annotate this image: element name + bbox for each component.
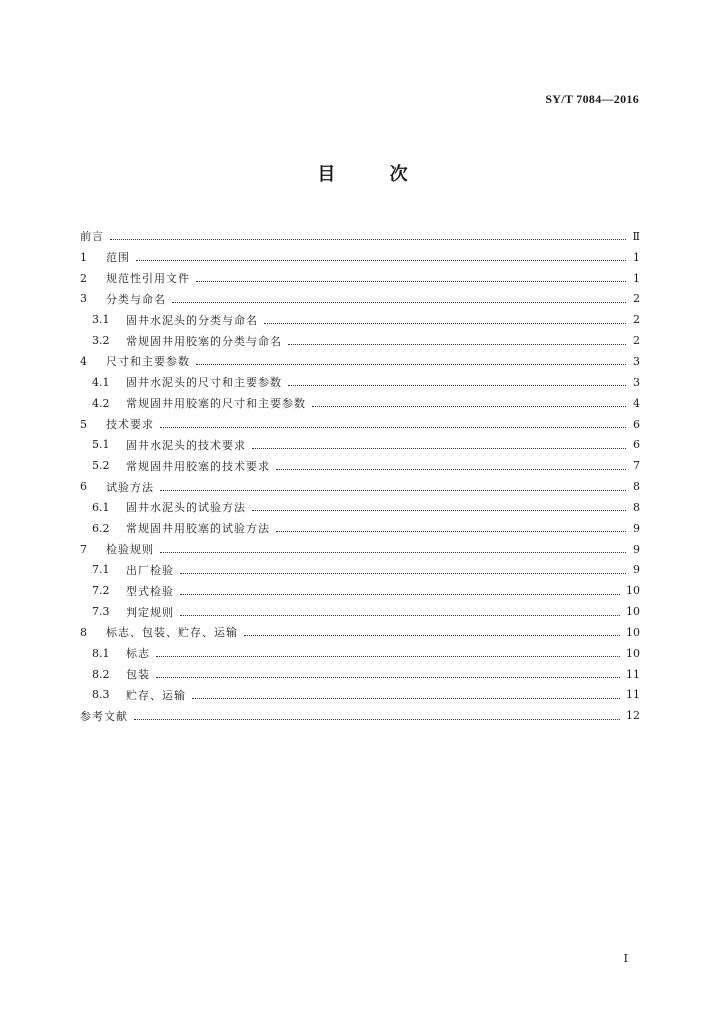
toc-entry-label: 技术要求 [106, 418, 154, 432]
toc-entry-page: 3 [633, 375, 640, 389]
toc-entry-page: 9 [633, 563, 640, 577]
toc-entry-number: 6.1 [92, 500, 110, 514]
toc-entry[interactable] [80, 434, 640, 455]
toc-dot-leader [288, 343, 626, 345]
toc-entry-label: 固井水泥头的分类与命名 [126, 313, 258, 327]
toc-dot-leader [156, 676, 620, 678]
toc-entry-number: 8.2 [92, 667, 110, 681]
toc-entry-number: 8.1 [92, 646, 110, 660]
toc-entry-page: 11 [626, 688, 640, 702]
toc-entry-number: 8 [80, 625, 87, 639]
toc-entry[interactable] [80, 455, 640, 476]
toc-dot-leader [172, 301, 626, 303]
toc-entry-page: 9 [633, 521, 640, 535]
toc-dot-leader [160, 426, 626, 428]
toc-entry[interactable] [80, 580, 640, 601]
toc-entry-number: 7 [80, 542, 87, 556]
toc-dot-leader [264, 322, 626, 324]
toc-entry-page: 3 [633, 354, 640, 368]
toc-entry-number: 3.2 [92, 334, 110, 348]
toc-entry[interactable] [80, 622, 640, 643]
toc-entry[interactable] [80, 643, 640, 664]
page-title [0, 160, 725, 186]
toc-dot-leader [156, 655, 620, 657]
toc-entry-number: 8.3 [92, 688, 110, 702]
toc-entry-label: 标志、包装、贮存、运输 [106, 626, 238, 640]
toc-entry-label: 贮存、运输 [126, 688, 186, 702]
toc-entry-label: 包装 [126, 668, 150, 682]
toc-entry-label: 标志 [126, 647, 150, 661]
toc-entry-label: 出厂检验 [126, 563, 174, 577]
toc-entry-number: 6 [80, 480, 87, 494]
footer-page-number: Ⅰ [623, 952, 628, 965]
toc-dot-leader [276, 530, 626, 532]
toc-entry-page: 12 [626, 709, 640, 723]
toc-entry-number: 3.1 [92, 313, 110, 327]
toc-dot-leader [244, 634, 620, 636]
toc-entry-label: 前言 [80, 230, 104, 244]
toc-entry-number: 5.2 [92, 459, 110, 473]
toc-dot-leader [136, 259, 626, 261]
toc-entry-number: 2 [80, 271, 87, 285]
toc-entry-label: 规范性引用文件 [106, 272, 190, 286]
toc-entry-number: 4 [80, 354, 87, 368]
toc-entry-label: 固井水泥头的试验方法 [126, 501, 246, 515]
toc-entry[interactable] [80, 309, 640, 330]
toc-entry[interactable] [80, 414, 640, 435]
toc-entry[interactable] [80, 289, 640, 310]
toc-dot-leader [180, 593, 620, 595]
toc-entry-number: 4.2 [92, 396, 110, 410]
toc-entry[interactable] [80, 560, 640, 581]
toc-entry-label: 范围 [106, 251, 130, 265]
toc-entry[interactable] [80, 518, 640, 539]
toc-entry[interactable] [80, 539, 640, 560]
toc-entry-page: 6 [633, 417, 640, 431]
toc-entry-page: 11 [626, 667, 640, 681]
toc-entry-page: 1 [633, 271, 640, 285]
toc-entry[interactable] [80, 330, 640, 351]
toc-dot-leader [180, 614, 620, 616]
toc-dot-leader [276, 468, 626, 470]
toc-entry-label: 分类与命名 [106, 292, 166, 306]
toc-entry[interactable] [80, 705, 640, 726]
toc-entry-page: 2 [633, 313, 640, 327]
toc-entry-number: 7.3 [92, 605, 110, 619]
toc-entry-page: 10 [626, 625, 640, 639]
toc-entry-label: 常规固井用胶塞的分类与命名 [126, 334, 282, 348]
toc-dot-leader [288, 384, 626, 386]
toc-entry-page: Ⅱ [632, 229, 640, 243]
toc-entry[interactable] [80, 247, 640, 268]
toc-entry-page: 8 [633, 500, 640, 514]
toc-entry[interactable] [80, 226, 640, 247]
toc-entry-label: 判定规则 [126, 605, 174, 619]
toc-entry[interactable] [80, 497, 640, 518]
toc-entry-page: 9 [633, 542, 640, 556]
toc-entry-label: 固井水泥头的技术要求 [126, 438, 246, 452]
toc-entry-label: 型式检验 [126, 584, 174, 598]
toc-entry-page: 10 [626, 646, 640, 660]
toc-dot-leader [312, 405, 626, 407]
toc-entry[interactable] [80, 393, 640, 414]
toc-entry-number: 3 [80, 292, 87, 306]
toc-dot-leader [192, 697, 620, 699]
toc-entry-number: 1 [80, 250, 87, 264]
toc-entry[interactable] [80, 664, 640, 685]
toc-entry-label: 常规固井用胶塞的技术要求 [126, 459, 270, 473]
toc-entry-page: 2 [633, 292, 640, 306]
toc-dot-leader [252, 447, 626, 449]
toc-dot-leader [196, 280, 626, 282]
toc-entry-page: 10 [626, 584, 640, 598]
toc-entry-number: 6.2 [92, 521, 110, 535]
toc-entry-label: 常规固井用胶塞的尺寸和主要参数 [126, 397, 306, 411]
toc-dot-leader [110, 238, 626, 240]
toc-dot-leader [180, 572, 626, 574]
toc-entry-number: 4.1 [92, 375, 110, 389]
toc-dot-leader [134, 718, 620, 720]
toc-entry-page: 8 [633, 480, 640, 494]
table-of-contents [80, 226, 640, 726]
toc-entry[interactable] [80, 685, 640, 706]
toc-entry[interactable] [80, 601, 640, 622]
standard-code: SY/T 7084—2016 [545, 92, 639, 106]
toc-entry-number: 5 [80, 417, 87, 431]
toc-dot-leader [160, 489, 626, 491]
toc-entry[interactable] [80, 268, 640, 289]
toc-entry-page: 2 [633, 334, 640, 348]
toc-entry[interactable] [80, 372, 640, 393]
toc-entry-page: 6 [633, 438, 640, 452]
toc-entry[interactable] [80, 351, 640, 372]
toc-entry-label: 参考文献 [80, 709, 128, 723]
toc-entry-page: 1 [633, 250, 640, 264]
toc-entry[interactable] [80, 476, 640, 497]
toc-dot-leader [160, 551, 626, 553]
toc-dot-leader [252, 509, 626, 511]
toc-entry-number: 5.1 [92, 438, 110, 452]
title-char: 次 [389, 164, 408, 185]
toc-entry-label: 检验规则 [106, 543, 154, 557]
toc-entry-page: 4 [633, 396, 640, 410]
toc-entry-page: 10 [626, 605, 640, 619]
toc-entry-number: 7.2 [92, 584, 110, 598]
toc-entry-label: 试验方法 [106, 480, 154, 494]
toc-entry-label: 尺寸和主要参数 [106, 355, 190, 369]
toc-entry-number: 7.1 [92, 563, 110, 577]
toc-entry-label: 常规固井用胶塞的试验方法 [126, 522, 270, 536]
toc-dot-leader [196, 363, 626, 365]
toc-entry-page: 7 [633, 459, 640, 473]
title-char: 目 [317, 164, 336, 185]
toc-entry-label: 固井水泥头的尺寸和主要参数 [126, 376, 282, 390]
